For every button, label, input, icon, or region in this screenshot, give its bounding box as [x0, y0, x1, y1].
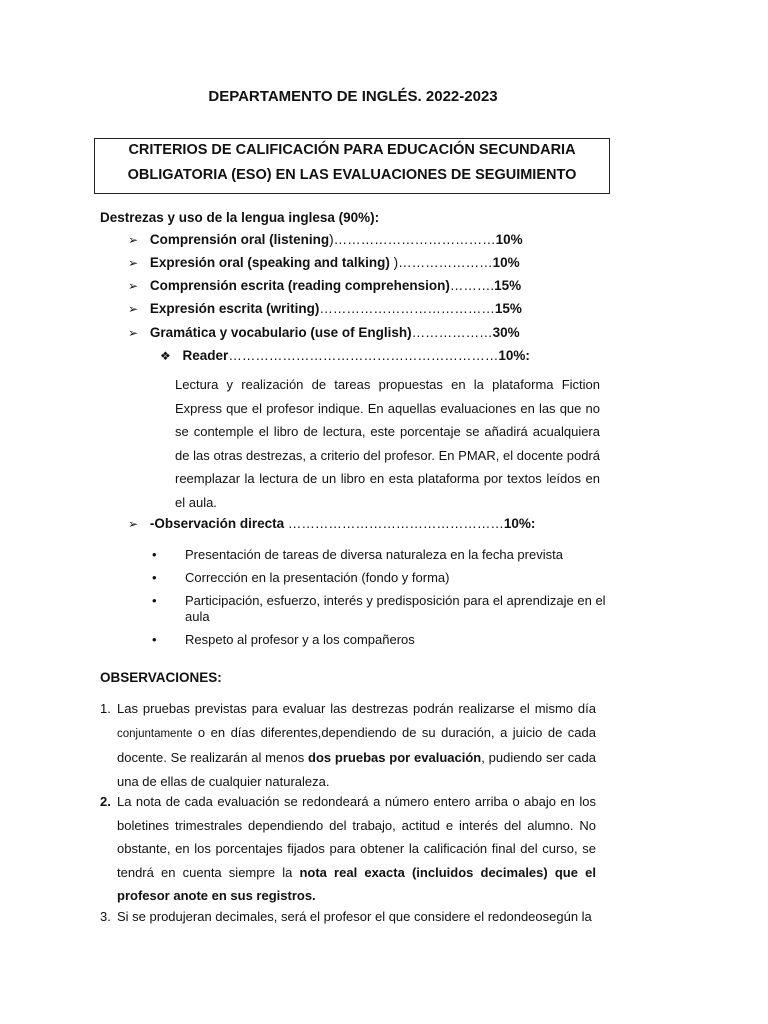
- skill-item: [128, 278, 521, 293]
- item-bold-text: dos pruebas por evaluación: [308, 750, 482, 765]
- item-number: 3.: [100, 909, 111, 924]
- arrow-bullet-icon: ➢: [128, 256, 139, 270]
- item-number: 1.: [100, 701, 111, 716]
- item-text: o en días diferentes,dependiendo de su duración, a juicio de cada docente. Se realizarán al menos: [117, 724, 596, 765]
- skill-percent: 15%: [494, 301, 522, 316]
- skill-dots: ………………: [411, 325, 493, 340]
- observaciones-item-1: [100, 697, 596, 793]
- skill-dots: )…………………: [393, 255, 493, 270]
- dot-bullet-icon: •: [152, 570, 157, 585]
- observation-bullet: [152, 632, 602, 647]
- arrow-bullet-icon: ➢: [128, 233, 139, 247]
- item-text: La nota de cada evaluación se redondeará a número entero arriba o abajo en los boletines trimestrales dependiendo del trabajo, actitud e interés del alumno. No obstante, en los porcentajes fijados para obtener la calificación final del curso, se tendrá en cuenta siempre la: [117, 794, 596, 880]
- criteria-title-line-2: OBLIGATORIA (ESO) EN LAS EVALUACIONES DE SEGUIMIENTO: [127, 167, 577, 183]
- item-bold-text: nota real exacta (incluidos decimales) que el profesor anote en sus registros.: [117, 864, 596, 903]
- observation-item: [128, 516, 535, 531]
- observation-bullet-text: Presentación de tareas de diversa naturaleza en la fecha prevista: [185, 547, 563, 562]
- skill-item: [128, 255, 520, 270]
- observaciones-item-3: [100, 905, 620, 929]
- observation-bullet-text: Respeto al profesor y a los compañeros: [185, 632, 415, 647]
- criteria-box: [94, 138, 610, 194]
- criteria-title-line-1: CRITERIOS DE CALIFICACIÓN PARA EDUCACIÓN SECUNDARIA: [128, 142, 576, 158]
- observation-bullet: [152, 547, 602, 562]
- observation-bullet: [152, 570, 602, 585]
- skill-label: Expresión oral (speaking and talking): [149, 255, 394, 270]
- page-title: DEPARTAMENTO DE INGLÉS. 2022-2023: [208, 88, 498, 105]
- skill-dots: …………………………………: [319, 301, 495, 316]
- skill-label: Comprensión oral (listening: [149, 232, 330, 247]
- skill-dots: ……….: [449, 278, 495, 293]
- dot-bullet-icon: •: [152, 593, 157, 608]
- item-text: Las pruebas previstas para evaluar las destrezas podrán realizarse el mismo día: [117, 701, 596, 716]
- dot-bullet-icon: •: [152, 632, 157, 647]
- skill-label: Gramática y vocabulario (use of English): [149, 325, 412, 340]
- arrow-bullet-icon: ➢: [128, 302, 139, 316]
- arrow-bullet-icon: ➢: [128, 279, 139, 293]
- observaciones-item-2: [100, 790, 596, 908]
- skill-percent: 15%: [494, 278, 522, 293]
- skill-label: Comprensión escrita (reading comprehension): [149, 278, 450, 293]
- reader-item: [160, 348, 530, 363]
- arrow-bullet-icon: ➢: [128, 326, 139, 340]
- reader-description: Lectura y realización de tareas propuestas en la plataforma Fiction Express que el profesor indique. En aquellas evaluaciones en las que no se contemple el libro de lectura, este porcentaje se añadirá acualquiera de las otras destrezas, a criterio del profesor. En PMAR, el docente podrá reemplazar la lectura de un libro en esta plataforma por textos leídos en el aula.: [175, 377, 600, 510]
- item-text: , pudiendo ser cada una de ellas de cualquier naturaleza.: [117, 750, 596, 789]
- observation-bullet-text: Corrección en la presentación (fondo y forma): [185, 570, 450, 585]
- item-text-small: conjuntamente: [117, 727, 193, 740]
- skill-label: Expresión escrita (writing): [149, 301, 320, 316]
- skill-percent: 10%: [495, 232, 523, 247]
- item-text: Si se produjeran decimales, será el profesor el que considere el redondeosegún la: [117, 909, 592, 924]
- dot-bullet-icon: •: [152, 547, 157, 562]
- reader-percent: 10%:: [498, 348, 530, 363]
- observaciones-heading: OBSERVACIONES:: [100, 670, 222, 685]
- skill-percent: 10%: [492, 255, 520, 270]
- observation-bullet: [152, 593, 607, 625]
- observation-percent: 10%:: [503, 516, 536, 531]
- skill-item: [128, 325, 520, 340]
- arrow-bullet-icon: ➢: [128, 517, 139, 531]
- observation-bullet-text: Participación, esfuerzo, interés y predisposición para el aprendizaje en el aula: [185, 593, 606, 624]
- item-number: 2.: [100, 794, 111, 809]
- skill-dots: )………………………………: [329, 232, 496, 247]
- observation-label: -Observación directa: [149, 516, 285, 531]
- skills-heading: Destrezas y uso de la lengua inglesa (90%):: [100, 210, 380, 225]
- skill-percent: 30%: [492, 325, 520, 340]
- reader-label: Reader: [182, 348, 229, 363]
- diamond-bullet-icon: ❖: [160, 349, 171, 363]
- reader-dots: ……………………………………………………: [228, 348, 499, 363]
- observation-dots: …………………………………………: [284, 516, 504, 531]
- skill-item: [128, 232, 523, 247]
- skill-item: [128, 301, 522, 316]
